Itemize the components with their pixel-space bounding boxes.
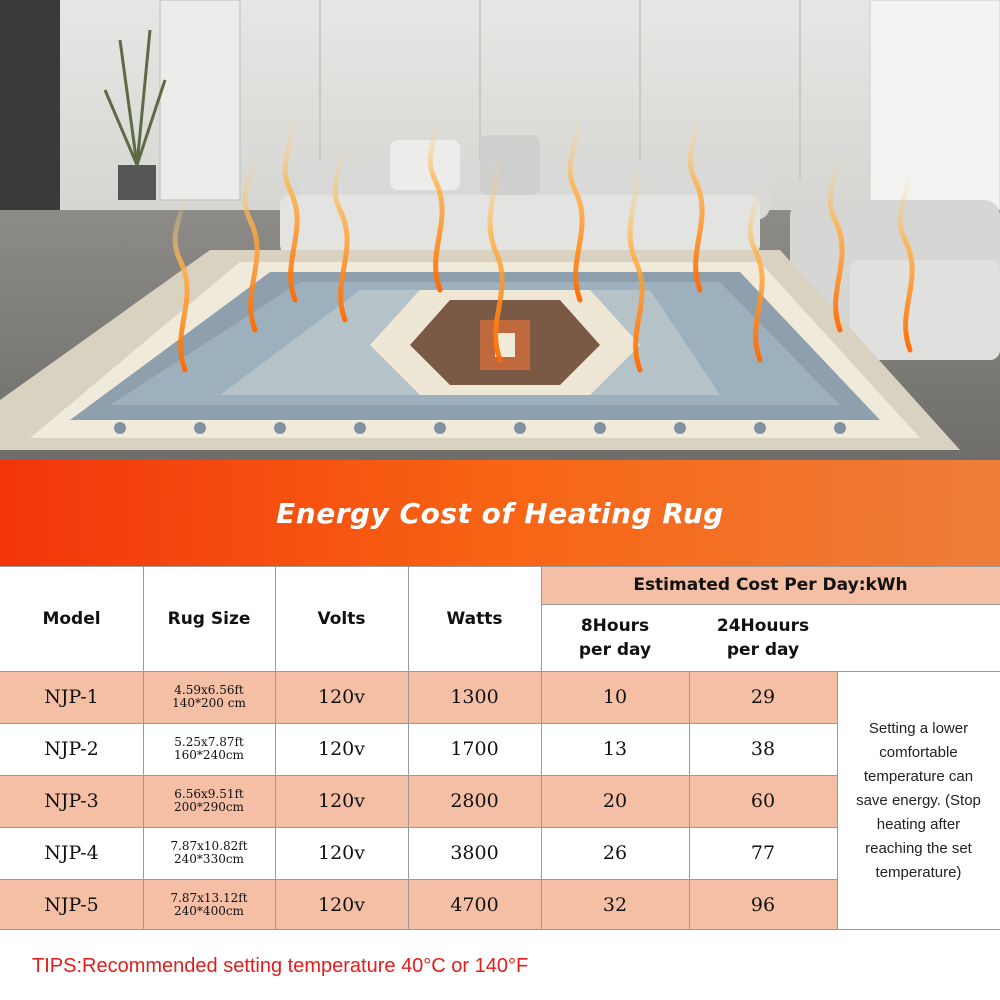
divider xyxy=(275,566,276,930)
row-3-size-ft: 6.56x9.51ft xyxy=(174,787,244,801)
row-5-24h: 96 xyxy=(689,879,837,930)
row-4-model: NJP-4 xyxy=(44,842,99,864)
divider xyxy=(0,929,1000,930)
divider xyxy=(0,723,837,724)
header-model: Model xyxy=(42,608,101,629)
tips-text: TIPS:Recommended setting temperature 40°C or 140°F xyxy=(32,955,529,977)
row-4-8h: 26 xyxy=(602,842,628,864)
page-title: Energy Cost of Heating Rug xyxy=(276,496,724,530)
row-3-watts: 2800 xyxy=(408,775,541,827)
row-3-8h: 20 xyxy=(541,775,689,827)
row-2-size xyxy=(143,723,275,775)
row-5-8h: 32 xyxy=(541,879,689,930)
energy-saving-note: Setting a lower comfortable temperature can save energy. (Stop heating after reaching the set temperature) xyxy=(856,719,981,881)
row-2-size-ft: 5.25x7.87ft xyxy=(174,735,244,749)
divider xyxy=(0,775,837,776)
row-1-size-cm: 140*200 cm xyxy=(172,696,246,710)
divider xyxy=(837,671,838,930)
row-4-size-ft: 7.87x10.82ft xyxy=(170,839,248,853)
row-4-watts: 3800 xyxy=(450,842,499,864)
header-rug-size: Rug Size xyxy=(167,608,251,629)
divider xyxy=(541,604,1000,605)
header-24-hours xyxy=(689,604,837,671)
row-4-volts: 120v xyxy=(318,842,365,864)
row-5-model: NJP-5 xyxy=(0,879,143,930)
row-5-size xyxy=(143,879,275,930)
row-3-24h: 60 xyxy=(689,775,837,827)
row-5-size-cm: 240*400cm xyxy=(174,903,244,918)
row-1-size xyxy=(143,671,275,723)
row-2-size-cm: 160*240cm xyxy=(174,748,244,762)
row-2-watts: 1700 xyxy=(450,738,499,760)
header-24-hours-line2: per day xyxy=(726,639,800,660)
row-5-size-ft: 7.87x13.12ft xyxy=(170,890,248,905)
row-1-model: NJP-1 xyxy=(0,671,143,723)
row-3-volts: 120v xyxy=(275,775,408,827)
row-3-size xyxy=(143,775,275,827)
row-1-8h: 10 xyxy=(541,671,689,723)
header-24-hours-line1: 24Houurs xyxy=(716,615,810,636)
divider xyxy=(689,671,690,930)
divider xyxy=(0,566,1000,567)
row-1-24h: 29 xyxy=(689,671,837,723)
row-3-size-cm: 200*290cm xyxy=(174,800,244,814)
energy-cost-table xyxy=(0,566,1000,930)
header-volts: Volts xyxy=(317,608,366,629)
divider xyxy=(0,671,1000,672)
header-8-hours-line1: 8Hours xyxy=(580,615,650,636)
row-5-watts: 4700 xyxy=(408,879,541,930)
row-2-model: NJP-2 xyxy=(44,738,99,760)
divider xyxy=(143,566,144,930)
header-8-hours-line2: per day xyxy=(578,639,652,660)
row-4-size-cm: 240*330cm xyxy=(174,852,244,866)
row-1-size-ft: 4.59x6.56ft xyxy=(174,683,244,697)
divider xyxy=(541,566,542,930)
row-4-size xyxy=(143,827,275,879)
row-5-volts: 120v xyxy=(275,879,408,930)
header-estimated-cost: Estimated Cost Per Day:kWh xyxy=(541,566,1000,604)
row-2-volts: 120v xyxy=(318,738,365,760)
row-3-model: NJP-3 xyxy=(0,775,143,827)
header-8-hours xyxy=(541,604,689,671)
row-1-watts: 1300 xyxy=(408,671,541,723)
divider xyxy=(0,827,837,828)
product-photo xyxy=(0,0,1000,460)
row-2-8h: 13 xyxy=(602,738,628,760)
title-banner xyxy=(0,460,1000,566)
row-1-volts: 120v xyxy=(275,671,408,723)
divider xyxy=(0,879,837,880)
divider xyxy=(408,566,409,930)
row-2-24h: 38 xyxy=(750,738,776,760)
row-4-24h: 77 xyxy=(750,842,776,864)
header-watts: Watts xyxy=(446,608,503,629)
